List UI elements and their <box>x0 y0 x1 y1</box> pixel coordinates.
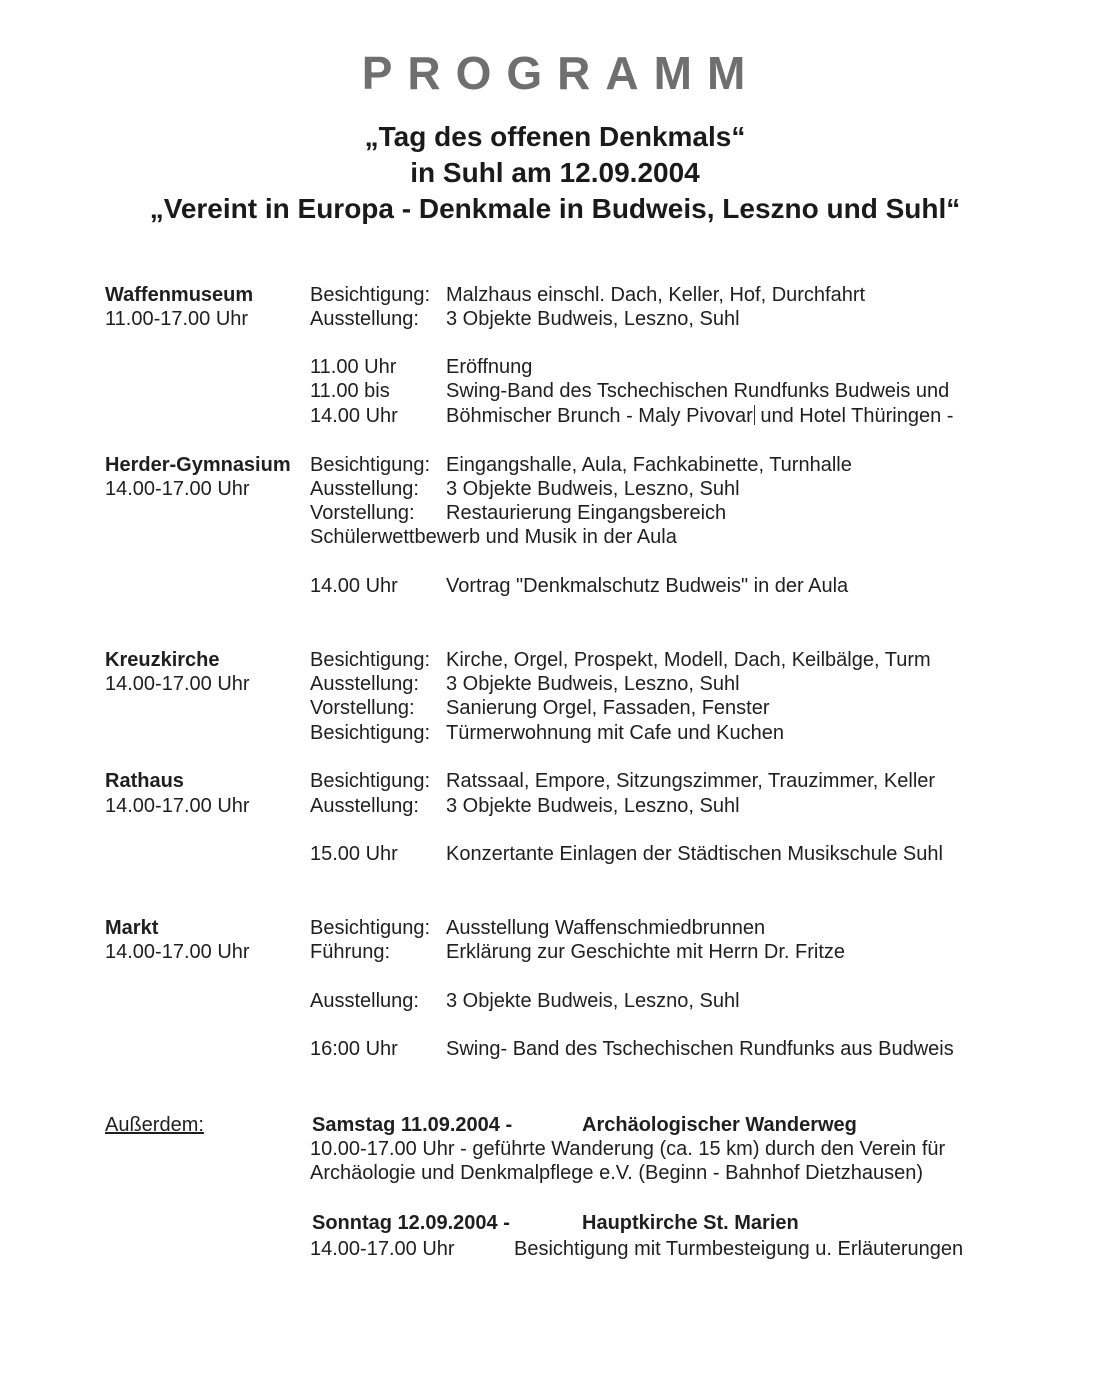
venue-name: Waffenmuseum <box>105 284 254 306</box>
row-label: Vorstellung: <box>310 502 415 524</box>
row-label: 11.00 Uhr <box>310 356 397 378</box>
row-label: Ausstellung: <box>310 308 419 330</box>
subtitle-line-1: „Tag des offenen Denkmals“ <box>364 121 746 152</box>
row-text: Malzhaus einschl. Dach, Keller, Hof, Durchfahrt <box>446 284 866 306</box>
venue-time: 14.00-17.00 Uhr <box>105 478 250 500</box>
row-label: Ausstellung: <box>310 990 419 1012</box>
subtitle-line-3: „Vereint in Europa - Denkmale in Budweis, Leszno und Suhl“ <box>149 193 961 224</box>
row-text: Kirche, Orgel, Prospekt, Modell, Dach, Keilbälge, Turm <box>446 649 931 671</box>
row-text: Ausstellung Waffenschmiedbrunnen <box>446 917 766 939</box>
event-description: Archäologie und Denkmalpflege e.V. (Beginn - Bahnhof Dietzhausen) <box>310 1162 923 1184</box>
venue-name: Rathaus <box>105 770 184 792</box>
page-title: PROGRAMM <box>361 47 761 99</box>
row-text: 3 Objekte Budweis, Leszno, Suhl <box>446 308 740 330</box>
row-label: 14.00 Uhr <box>310 575 398 597</box>
row-label: Ausstellung: <box>310 795 419 817</box>
venue-name: Kreuzkirche <box>105 649 220 671</box>
venue-time: 14.00-17.00 Uhr <box>105 795 250 817</box>
row-text: Swing-Band des Tschechischen Rundfunks Budweis und <box>446 380 950 402</box>
row-text: Konzertante Einlagen der Städtischen Musikschule Suhl <box>446 843 943 865</box>
event-time: 14.00-17.00 Uhr <box>310 1238 455 1260</box>
row-label: Führung: <box>310 941 391 963</box>
text-cursor <box>754 405 755 425</box>
row-label: 14.00 Uhr <box>310 405 398 427</box>
venue-time: 11.00-17.00 Uhr <box>105 308 249 330</box>
event-title: Hauptkirche St. Marien <box>582 1212 799 1234</box>
row-text: 3 Objekte Budweis, Leszno, Suhl <box>446 795 740 817</box>
row-label: Ausstellung: <box>310 478 419 500</box>
row-text: Swing- Band des Tschechischen Rundfunks aus Budweis <box>446 1038 954 1060</box>
row-text-part: und Hotel Thüringen - <box>760 405 954 427</box>
row-label: Besichtigung: <box>310 649 431 671</box>
row-label: Besichtigung: <box>310 284 431 306</box>
row-text: Türmerwohnung mit Cafe und Kuchen <box>446 722 784 744</box>
row-label: Besichtigung: <box>310 454 431 476</box>
row-text: 3 Objekte Budweis, Leszno, Suhl <box>446 673 740 695</box>
row-label: 15.00 Uhr <box>310 843 398 865</box>
row-label: Besichtigung: <box>310 770 431 792</box>
venue-name: Herder-Gymnasium <box>105 454 291 476</box>
event-description: 10.00-17.00 Uhr - geführte Wanderung (ca. 15 km) durch den Verein für <box>310 1138 946 1160</box>
row-label: Ausstellung: <box>310 673 419 695</box>
row-text <box>446 404 953 428</box>
row-text: 3 Objekte Budweis, Leszno, Suhl <box>446 478 740 500</box>
row-text: Schülerwettbewerb und Musik in der Aula <box>310 526 677 548</box>
ausserdem-label: Außerdem: <box>105 1114 204 1136</box>
row-label: Vorstellung: <box>310 697 415 719</box>
venue-time: 14.00-17.00 Uhr <box>105 673 250 695</box>
row-label: Besichtigung: <box>310 917 431 939</box>
row-text: Ratssaal, Empore, Sitzungszimmer, Trauzimmer, Keller <box>446 770 936 792</box>
row-text: Vortrag "Denkmalschutz Budweis" in der Aula <box>446 575 849 597</box>
row-text: 3 Objekte Budweis, Leszno, Suhl <box>446 990 740 1012</box>
event-date: Sonntag 12.09.2004 - <box>312 1212 510 1234</box>
row-text-part: Böhmischer Brunch - Maly Pivovar <box>446 405 753 427</box>
row-text: Sanierung Orgel, Fassaden, Fenster <box>446 697 770 719</box>
row-label: 16:00 Uhr <box>310 1038 398 1060</box>
row-label: Besichtigung: <box>310 722 431 744</box>
event-title: Archäologischer Wanderweg <box>582 1114 857 1136</box>
row-text: Eingangshalle, Aula, Fachkabinette, Turnhalle <box>446 454 852 476</box>
venue-time: 14.00-17.00 Uhr <box>105 941 250 963</box>
row-text: Erklärung zur Geschichte mit Herrn Dr. Fritze <box>446 941 845 963</box>
row-text: Restaurierung Eingangsbereich <box>446 502 727 524</box>
event-date: Samstag 11.09.2004 - <box>312 1114 513 1136</box>
event-description: Besichtigung mit Turmbesteigung u. Erläuterungen <box>514 1238 964 1260</box>
subtitle-line-2: in Suhl am 12.09.2004 <box>410 157 700 188</box>
row-text: Eröffnung <box>446 356 533 378</box>
venue-name: Markt <box>105 917 159 939</box>
row-label: 11.00 bis <box>310 380 390 402</box>
